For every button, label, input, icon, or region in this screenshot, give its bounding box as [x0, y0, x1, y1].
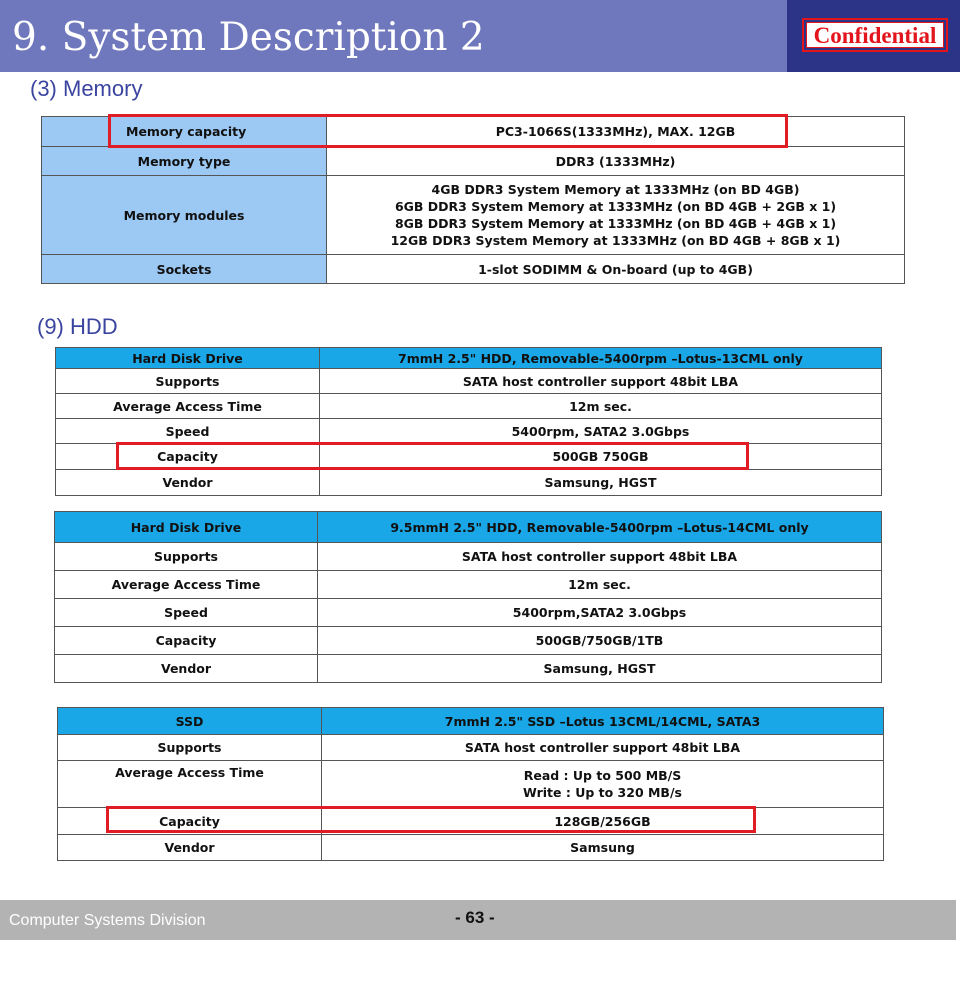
table-row [42, 117, 905, 147]
memory-modules-value [327, 176, 905, 255]
row-value: Samsung, HGST [318, 655, 882, 683]
row-value: 5400rpm,SATA2 3.0Gbps [318, 599, 882, 627]
row-value: 128GB/256GB [322, 808, 884, 835]
row-value: 12m sec. [318, 571, 882, 599]
table-row [58, 735, 884, 761]
memory-type-label: Memory type [42, 147, 327, 176]
row-value: 500GB 750GB [320, 444, 882, 470]
table-header-cell: 7mmH 2.5" HDD, Removable-5400rpm –Lotus-13CML only [320, 348, 882, 369]
memory-module-line: 12GB DDR3 System Memory at 1333MHz (on BD 4GB + 8GB x 1) [390, 233, 841, 248]
row-label: Capacity [55, 627, 318, 655]
table-header-cell: Hard Disk Drive [56, 348, 320, 369]
hdd-table-14cml [54, 511, 882, 683]
table-row [55, 571, 882, 599]
row-label: Capacity [56, 444, 320, 470]
memory-capacity-value: PC3-1066S(1333MHz), MAX. 12GB [327, 117, 905, 147]
table-row [55, 543, 882, 571]
row-label: Vendor [58, 835, 322, 861]
table-row [56, 419, 882, 444]
row-label: Vendor [55, 655, 318, 683]
row-value: 5400rpm, SATA2 3.0Gbps [320, 419, 882, 444]
row-value [322, 761, 884, 808]
row-label: Supports [55, 543, 318, 571]
table-header-row [56, 348, 882, 369]
memory-capacity-label: Memory capacity [42, 117, 327, 147]
row-label: Supports [58, 735, 322, 761]
memory-module-line: 6GB DDR3 System Memory at 1333MHz (on BD 4GB + 2GB x 1) [394, 199, 837, 214]
table-row [58, 808, 884, 835]
confidential-label: Confidential [806, 22, 944, 48]
table-row [58, 835, 884, 861]
row-value: Samsung, HGST [320, 470, 882, 496]
table-row [55, 627, 882, 655]
row-value: SATA host controller support 48bit LBA [322, 735, 884, 761]
hdd-heading: (9) HDD [37, 314, 118, 339]
table-row [55, 655, 882, 683]
table-row [56, 394, 882, 419]
sockets-value: 1-slot SODIMM & On-board (up to 4GB) [327, 255, 905, 284]
row-label: Vendor [56, 470, 320, 496]
page-header [0, 0, 960, 72]
row-value: 500GB/750GB/1TB [318, 627, 882, 655]
row-label: Average Access Time [58, 761, 322, 808]
hdd-table-13cml [55, 347, 882, 496]
division-label: Computer Systems Division [9, 912, 206, 929]
table-row [42, 176, 905, 255]
row-value: SATA host controller support 48bit LBA [318, 543, 882, 571]
table-row [58, 761, 884, 808]
table-row [55, 599, 882, 627]
page-title: 9. System Description 2 [12, 15, 485, 60]
write-speed: Write : Up to 320 MB/s [523, 785, 682, 800]
table-header-cell: 7mmH 2.5" SSD –Lotus 13CML/14CML, SATA3 [322, 708, 884, 735]
table-row [56, 470, 882, 496]
table-row [56, 444, 882, 470]
memory-heading: (3) Memory [30, 76, 143, 101]
page-footer [0, 900, 956, 940]
memory-table [41, 116, 905, 284]
table-header-cell: SSD [58, 708, 322, 735]
memory-type-value: DDR3 (1333MHz) [327, 147, 905, 176]
row-label: Speed [56, 419, 320, 444]
table-header-row [58, 708, 884, 735]
table-row [56, 369, 882, 394]
row-label: Average Access Time [55, 571, 318, 599]
table-header-cell: 9.5mmH 2.5" HDD, Removable-5400rpm –Lotus-14CML only [318, 512, 882, 543]
row-label: Average Access Time [56, 394, 320, 419]
sockets-label: Sockets [42, 255, 327, 284]
row-value: SATA host controller support 48bit LBA [320, 369, 882, 394]
row-value: 12m sec. [320, 394, 882, 419]
table-header-row [55, 512, 882, 543]
confidential-panel [787, 0, 960, 72]
read-speed: Read : Up to 500 MB/S [523, 768, 682, 783]
row-label: Capacity [58, 808, 322, 835]
table-row [42, 147, 905, 176]
row-label: Speed [55, 599, 318, 627]
memory-modules-label: Memory modules [42, 176, 327, 255]
confidential-stamp [802, 18, 948, 52]
row-value: Samsung [322, 835, 884, 861]
ssd-table [57, 707, 884, 861]
page-number: - 63 - [455, 908, 495, 927]
memory-module-line: 4GB DDR3 System Memory at 1333MHz (on BD 4GB) [431, 182, 800, 197]
memory-module-line: 8GB DDR3 System Memory at 1333MHz (on BD 4GB + 4GB x 1) [394, 216, 837, 231]
table-row [42, 255, 905, 284]
table-header-cell: Hard Disk Drive [55, 512, 318, 543]
row-label: Supports [56, 369, 320, 394]
